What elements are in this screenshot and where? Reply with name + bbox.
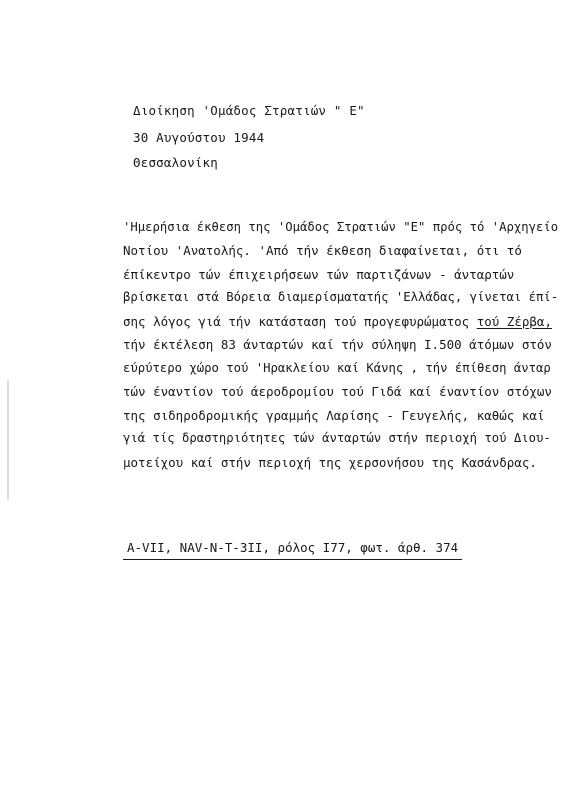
archive-reference: Α-VII, NAV-N-T-3II, ρόλος I77, φωτ. άρθ. 374: [123, 540, 462, 560]
body-line-11: μοτείχου καί στήν περιοχή της χερσονήσου της Κασάνδρας.: [123, 455, 537, 470]
body-line-5: [123, 314, 552, 329]
body-line-1: 'Ημερήσια έκθεση της 'Ομάδος Στρατιών "Ε" πρός τό 'Αρχηγείο: [123, 220, 559, 234]
body-line-10: γιά τίς δραστηριότητες τών άνταρτών στήν περιοχή τού Διου-: [123, 431, 551, 445]
body-line-3: έπίκεντρο τών έπιχειρήσεων τών παρτιζάνων - άνταρτών: [123, 267, 515, 282]
left-margin-mark: [7, 380, 9, 500]
header-place: Θεσσαλονίκη: [133, 155, 218, 170]
body-line-9: της σιδηροδρομικής γραμμής Λαρίσης - Γευγελής, καθώς καί: [123, 408, 545, 423]
body-line-5-text: σης λόγος γιά τήν κατάσταση τού προγεφυρώματος: [123, 314, 477, 329]
header-date: 30 Αυγούστου 1944: [133, 130, 265, 145]
body-line-6: τήν έκτέλεση 83 άνταρτών καί τήν σύληψη I.500 άτόμων στόν: [123, 337, 552, 352]
body-line-8: τών έναντίον τού άεροδρομίου τού Γιδά καί έναντίον στόχων: [123, 384, 552, 399]
header-command: Διοίκηση 'Ομάδος Στρατιών " Ε": [133, 103, 365, 118]
body-line-4: βρίσκεται στά Βόρεια διαμερίσματατής 'Ελλάδας, γίνεται έπί-: [123, 290, 559, 304]
body-line-2: Νοτίου 'Ανατολής. 'Από τήν έκθεση διαφαίνεται, ότι τό: [123, 243, 522, 258]
body-line-7: εύρύτερο χώρο τού 'Ηρακλείου καί Κάνης , τήν έπίθεση άνταρ: [123, 361, 551, 375]
underlined-zerva: τού Ζέρβα,: [476, 314, 552, 329]
